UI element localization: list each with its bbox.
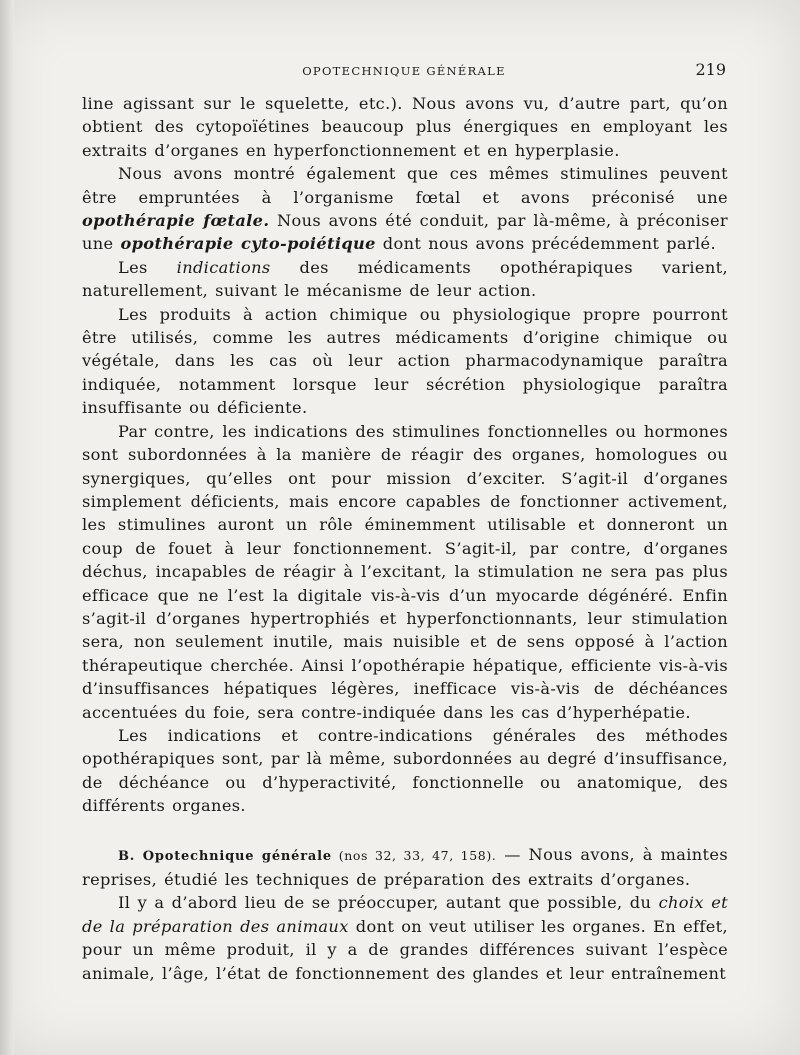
paragraph-2-part-c: Nous avons été conduit, par là-même, à préconiser une xyxy=(82,211,728,254)
paragraph-8 xyxy=(82,891,728,985)
page-spine-shadow xyxy=(0,0,14,1055)
paragraph-2 xyxy=(82,162,728,256)
section-b-text: — Nous avons, à maintes reprises, étudié les techniques de préparation des extraits d’organes. xyxy=(82,844,729,889)
term-choix-preparation-animaux: choix et de la préparation des animaux xyxy=(82,893,728,936)
paragraph-8-part-c: dont on veut utiliser les organes. En effet, pour un même produit, il y a de grandes différences suivant l’espèce animale, l’âge, l’état de fonctionnement des glandes et leur entraînement xyxy=(82,916,728,983)
paragraph-5: Par contre, les indications des stimulines fonctionnelles ou hormones sont subordonnées à la manière de réagir des organes, homologues ou synergiques, qu’elles ont pour mission d’exciter. S’agit-il d’organes simplement déficients, mais encore capables de fonctionner activement, les stimulines auront un rôle éminemment utilisable et donneront un coup de fouet à leur fonctionnement. S’agit-il, par contre, d’organes déchus, incapables de réagir à l’excitant, la stimulation ne sera pas plus efficace que ne l’est la digitale vis-à-vis d’un myocarde dégénéré. Enfin s’agit-il d’organes hypertrophiés et hyperfonctionnants, leur stimulation sera, non seulement inutile, mais nuisible et de sens opposé à l’action thérapeutique cherchée. Ainsi l’opothérapie hépatique, efficiente vis-à-vis d’insuffisances hépatiques légères, inefficace vis-à-vis de déchéances accentuées du foie, sera contre-indiquée dans les cas d’hyperhépatie. xyxy=(82,421,728,722)
running-head xyxy=(82,58,726,84)
paragraph-2-part-a: Nous avons montré également que ces mêmes stimulines peuvent être empruntées à l’organisme fœtal et avons préconisé une xyxy=(82,164,728,207)
paragraph-6: Les indications et contre-indications générales des méthodes opothérapiques sont, par là même, subordonnées au degré d’insuffisance, de déchéance ou d’hyperactivité, fonctionnelle ou anatomique, des différents organes. xyxy=(82,725,728,816)
term-opotherapie-cytopoietique: opothérapie cyto-poiétique xyxy=(120,234,376,254)
paragraph-1: line agissant sur le squelette, etc.). Nous avons vu, d’autre part, qu’on obtient des cytopoïétines beaucoup plus énergiques en employant les extraits d’organes en hyperfonctionnement et en hyperplasie. xyxy=(82,94,728,160)
section-b-heading: B. Opotechnique générale xyxy=(118,848,332,864)
paragraph-8-part-a: Il y a d’abord lieu de se préoccuper, autant que possible, du xyxy=(118,893,659,913)
running-title: OPOTECHNIQUE GÉNÉRALE xyxy=(302,64,506,78)
paragraph-4: Les produits à action chimique ou physiologique propre pourront être utilisés, comme les autres médicaments d’origine chimique ou végétale, dans les cas où leur action pharmacodynamique paraîtra indiquée, notamment lorsque leur sécrétion physiologique paraîtra insuffisante ou déficiente. xyxy=(82,304,728,418)
section-b-paragraph xyxy=(82,843,728,892)
body-text xyxy=(82,92,728,985)
section-b-references: (nos 32, 33, 47, 158). xyxy=(331,847,497,863)
paragraph-3-part-c: des médicaments opothérapiques varient, naturellement, suivant le mécanisme de leur action. xyxy=(82,257,728,301)
page-number: 219 xyxy=(695,60,726,79)
section-gap xyxy=(82,818,728,843)
paragraph-3 xyxy=(82,256,728,303)
term-indications: indications xyxy=(176,257,271,277)
paragraph-3-part-a: Les xyxy=(118,257,177,277)
paragraph-2-part-e: dont nous avons précédemment parlé. xyxy=(375,234,716,254)
term-opotherapie-foetale: opothérapie fœtale. xyxy=(82,211,270,231)
